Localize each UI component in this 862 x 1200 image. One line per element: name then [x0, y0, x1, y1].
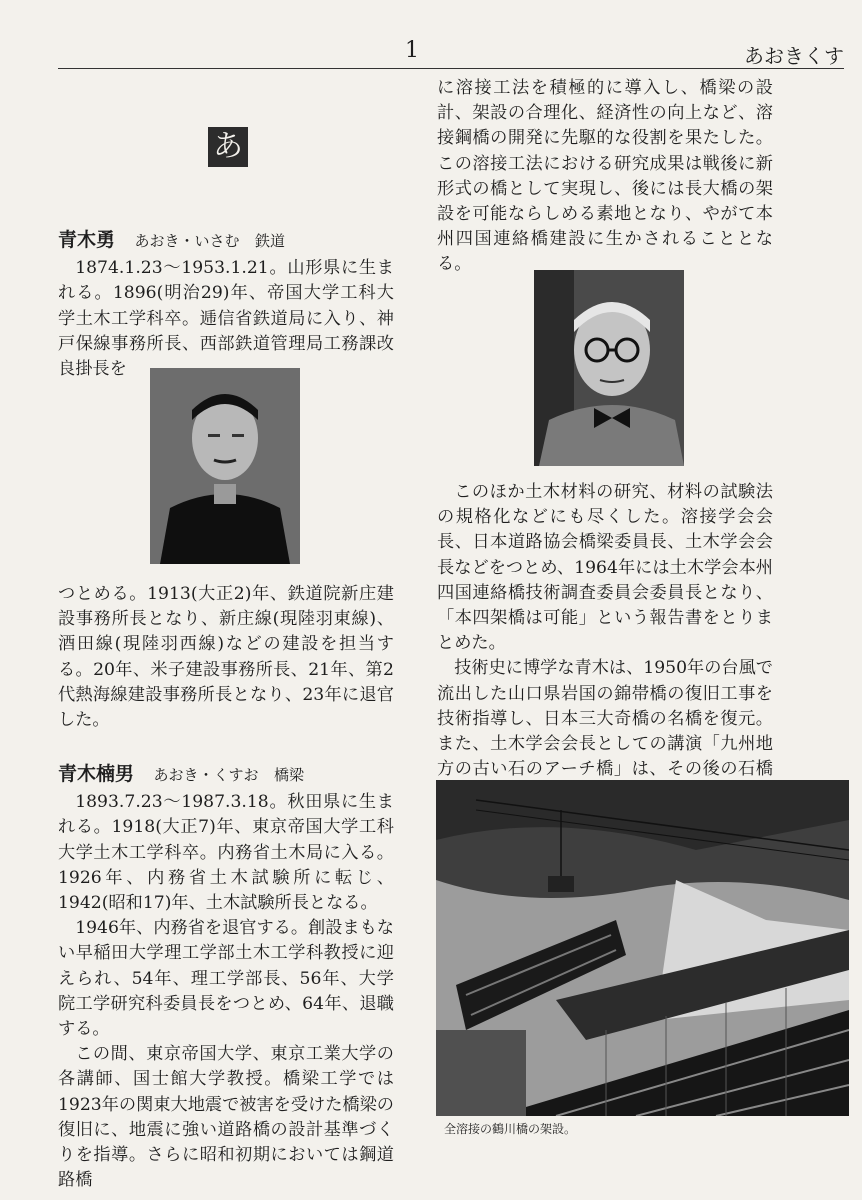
bridge-photo-image-icon — [436, 780, 849, 1116]
page-number: 1 — [405, 38, 419, 63]
entry-paragraph: 1946年、内務省を退官する。創設まもない早稲田大学理工学部土木工学科教授に迎えられ、54年、理工学部長、56年、大学院工学研究科委員長をつとめ、64年、退職する。 — [58, 918, 394, 1040]
entry-name: 青木楠男 — [58, 763, 135, 785]
entry-field: 鉄道 — [254, 232, 285, 250]
body-paragraph: に溶接工法を積極的に導入し、橋梁の設計、架設の合理化、経済性の向上など、溶接鋼橋の開発に先駆的な役割を果たした。この溶接工法における研究成果は戦後に新形式の橋として実現し、後には長大橋の架設を可能ならしめる素地となり、やがて本州四国連絡橋建設に生かされることとなる。 — [437, 78, 773, 275]
portrait-image-icon — [534, 270, 684, 466]
entry-aoki-isamu-text — [58, 228, 394, 382]
entry-heading — [58, 762, 394, 788]
entry-aoki-kusuo-text — [58, 762, 394, 1193]
body-paragraph: このほか土木材料の研究、材料の試験法の規格化などにも尽くした。溶接学会会長、日本道路協会橋梁委員長、土木学会会長などをつとめ、1964年には土木学会本州四国連絡橋技術調査委員会委員長となり、「本四架橋は可能」という報告書をとりまとめた。 — [437, 482, 773, 654]
header-rule — [58, 68, 844, 69]
portrait-image-icon — [150, 368, 300, 564]
bleed-through — [280, 82, 430, 232]
bridge-construction-photo — [436, 780, 849, 1116]
right-column-continued — [437, 480, 773, 808]
entry-name: 青木勇 — [58, 229, 116, 251]
right-column-text — [437, 76, 773, 278]
portrait-aoki-kusuo — [534, 270, 684, 466]
entry-paragraph: 1893.7.23〜1987.3.18。秋田県に生まれる。1918(大正7)年、東京帝国大学工科大学土木工学科卒。内務省土木局に入る。1926年、内務省土木試験所に転じ、1942(昭和17)年、土木試験所長となる。 — [58, 792, 394, 914]
portrait-aoki-isamu — [150, 368, 300, 564]
entry-paragraph: 1874.1.23〜1953.1.21。山形県に生まれる。1896(明治29)年、帝国大学工科大学土木工学科卒。逓信省鉄道局に入り、神戸保線事務所長、西部鉄道管理局工務課改良掛長を — [58, 258, 394, 380]
entry-reading: あおき・くすお — [153, 766, 259, 784]
entry-aoki-isamu-continued — [58, 582, 394, 733]
index-kana: あおきくす — [744, 44, 844, 68]
entry-paragraph: つとめる。1913(大正2)年、鉄道院新庄建設事務所長となり、新庄線(現陸羽東線)、酒田線(現陸羽西線)などの建設を担当する。20年、米子建設事務所長、21年、第2代熱海線建設事務所長となり、23年に退官した。 — [58, 584, 394, 731]
body-paragraph: 技術史に博学な青木は、1950年の台風で流出した山口県岩国の錦帯橋の復旧工事を技術指導し、日本三大奇橋の名橋を復元。また、土木学会会長としての講演「九州地方の古い石のアーチ橋」は、その後の石橋 — [437, 658, 773, 780]
entry-field: 橋梁 — [273, 766, 304, 784]
photo-caption: 全溶接の鶴川橋の架設。 — [444, 1122, 577, 1136]
entry-heading — [58, 228, 394, 254]
section-kana-marker: あ — [208, 127, 248, 167]
entry-paragraph: この間、東京帝国大学、東京工業大学の各講師、国士館大学教授。橋梁工学では1923年の関東大地震で被害を受けた橋梁の復旧に、地震に強い道路橋の設計基準づくりを指導。さらに昭和初期においては鋼道路橋 — [58, 1044, 394, 1191]
entry-reading: あおき・いさむ — [134, 232, 240, 250]
